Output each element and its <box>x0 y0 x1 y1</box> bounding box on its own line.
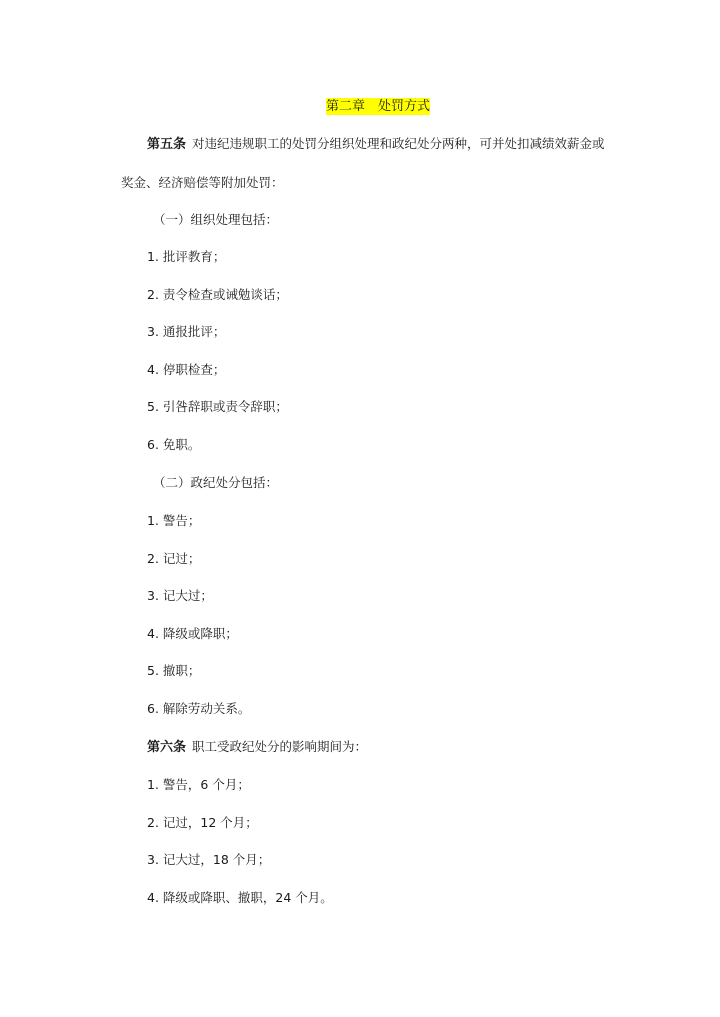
list-item: 1. 批评教育； <box>147 249 226 264</box>
chapter-title <box>0 97 720 117</box>
list-item: 5. 引咎辞职或责令辞职； <box>147 399 288 414</box>
article5-text-line1: 对违纪违规职工的处罚分组织处理和政纪处分两种，可并处扣减绩效薪金或 <box>192 136 605 151</box>
article5-label: 第五条 <box>147 137 187 152</box>
list-item: 2. 记过； <box>147 551 201 566</box>
list-item: 2. 责令检查或诫勉谈话； <box>147 287 288 302</box>
list-item: 6. 免职。 <box>147 437 201 452</box>
list-item: 1. 警告，6 个月； <box>147 777 250 792</box>
list-item: 4. 降级或降职、撤职，24 个月。 <box>147 890 333 905</box>
article6-line <box>147 738 367 757</box>
list-item: 2. 记过，12 个月； <box>147 815 258 830</box>
list-item: 4. 降级或降职； <box>147 626 238 641</box>
list-item: 4. 停职检查； <box>147 362 226 377</box>
list-item: 1. 警告； <box>147 513 201 528</box>
list-item: 3. 记大过； <box>147 588 213 603</box>
list-item: 3. 通报批评； <box>147 324 226 339</box>
list-item: 5. 撤职； <box>147 663 201 678</box>
article5-line1 <box>147 135 605 154</box>
article6-label: 第六条 <box>147 740 187 755</box>
article5-line2: 奖金、经济赔偿等附加处罚： <box>121 175 284 190</box>
list-item: 3. 记大过，18 个月； <box>147 852 271 867</box>
chapter-title-highlight: 第二章 处罚方式 <box>325 99 430 114</box>
list-item: 6. 解除劳动关系。 <box>147 701 251 716</box>
article6-text: 职工受政纪处分的影响期间为： <box>192 739 368 754</box>
disc-heading: （二）政纪处分包括： <box>153 475 279 490</box>
org-heading: （一）组织处理包括： <box>153 212 279 227</box>
